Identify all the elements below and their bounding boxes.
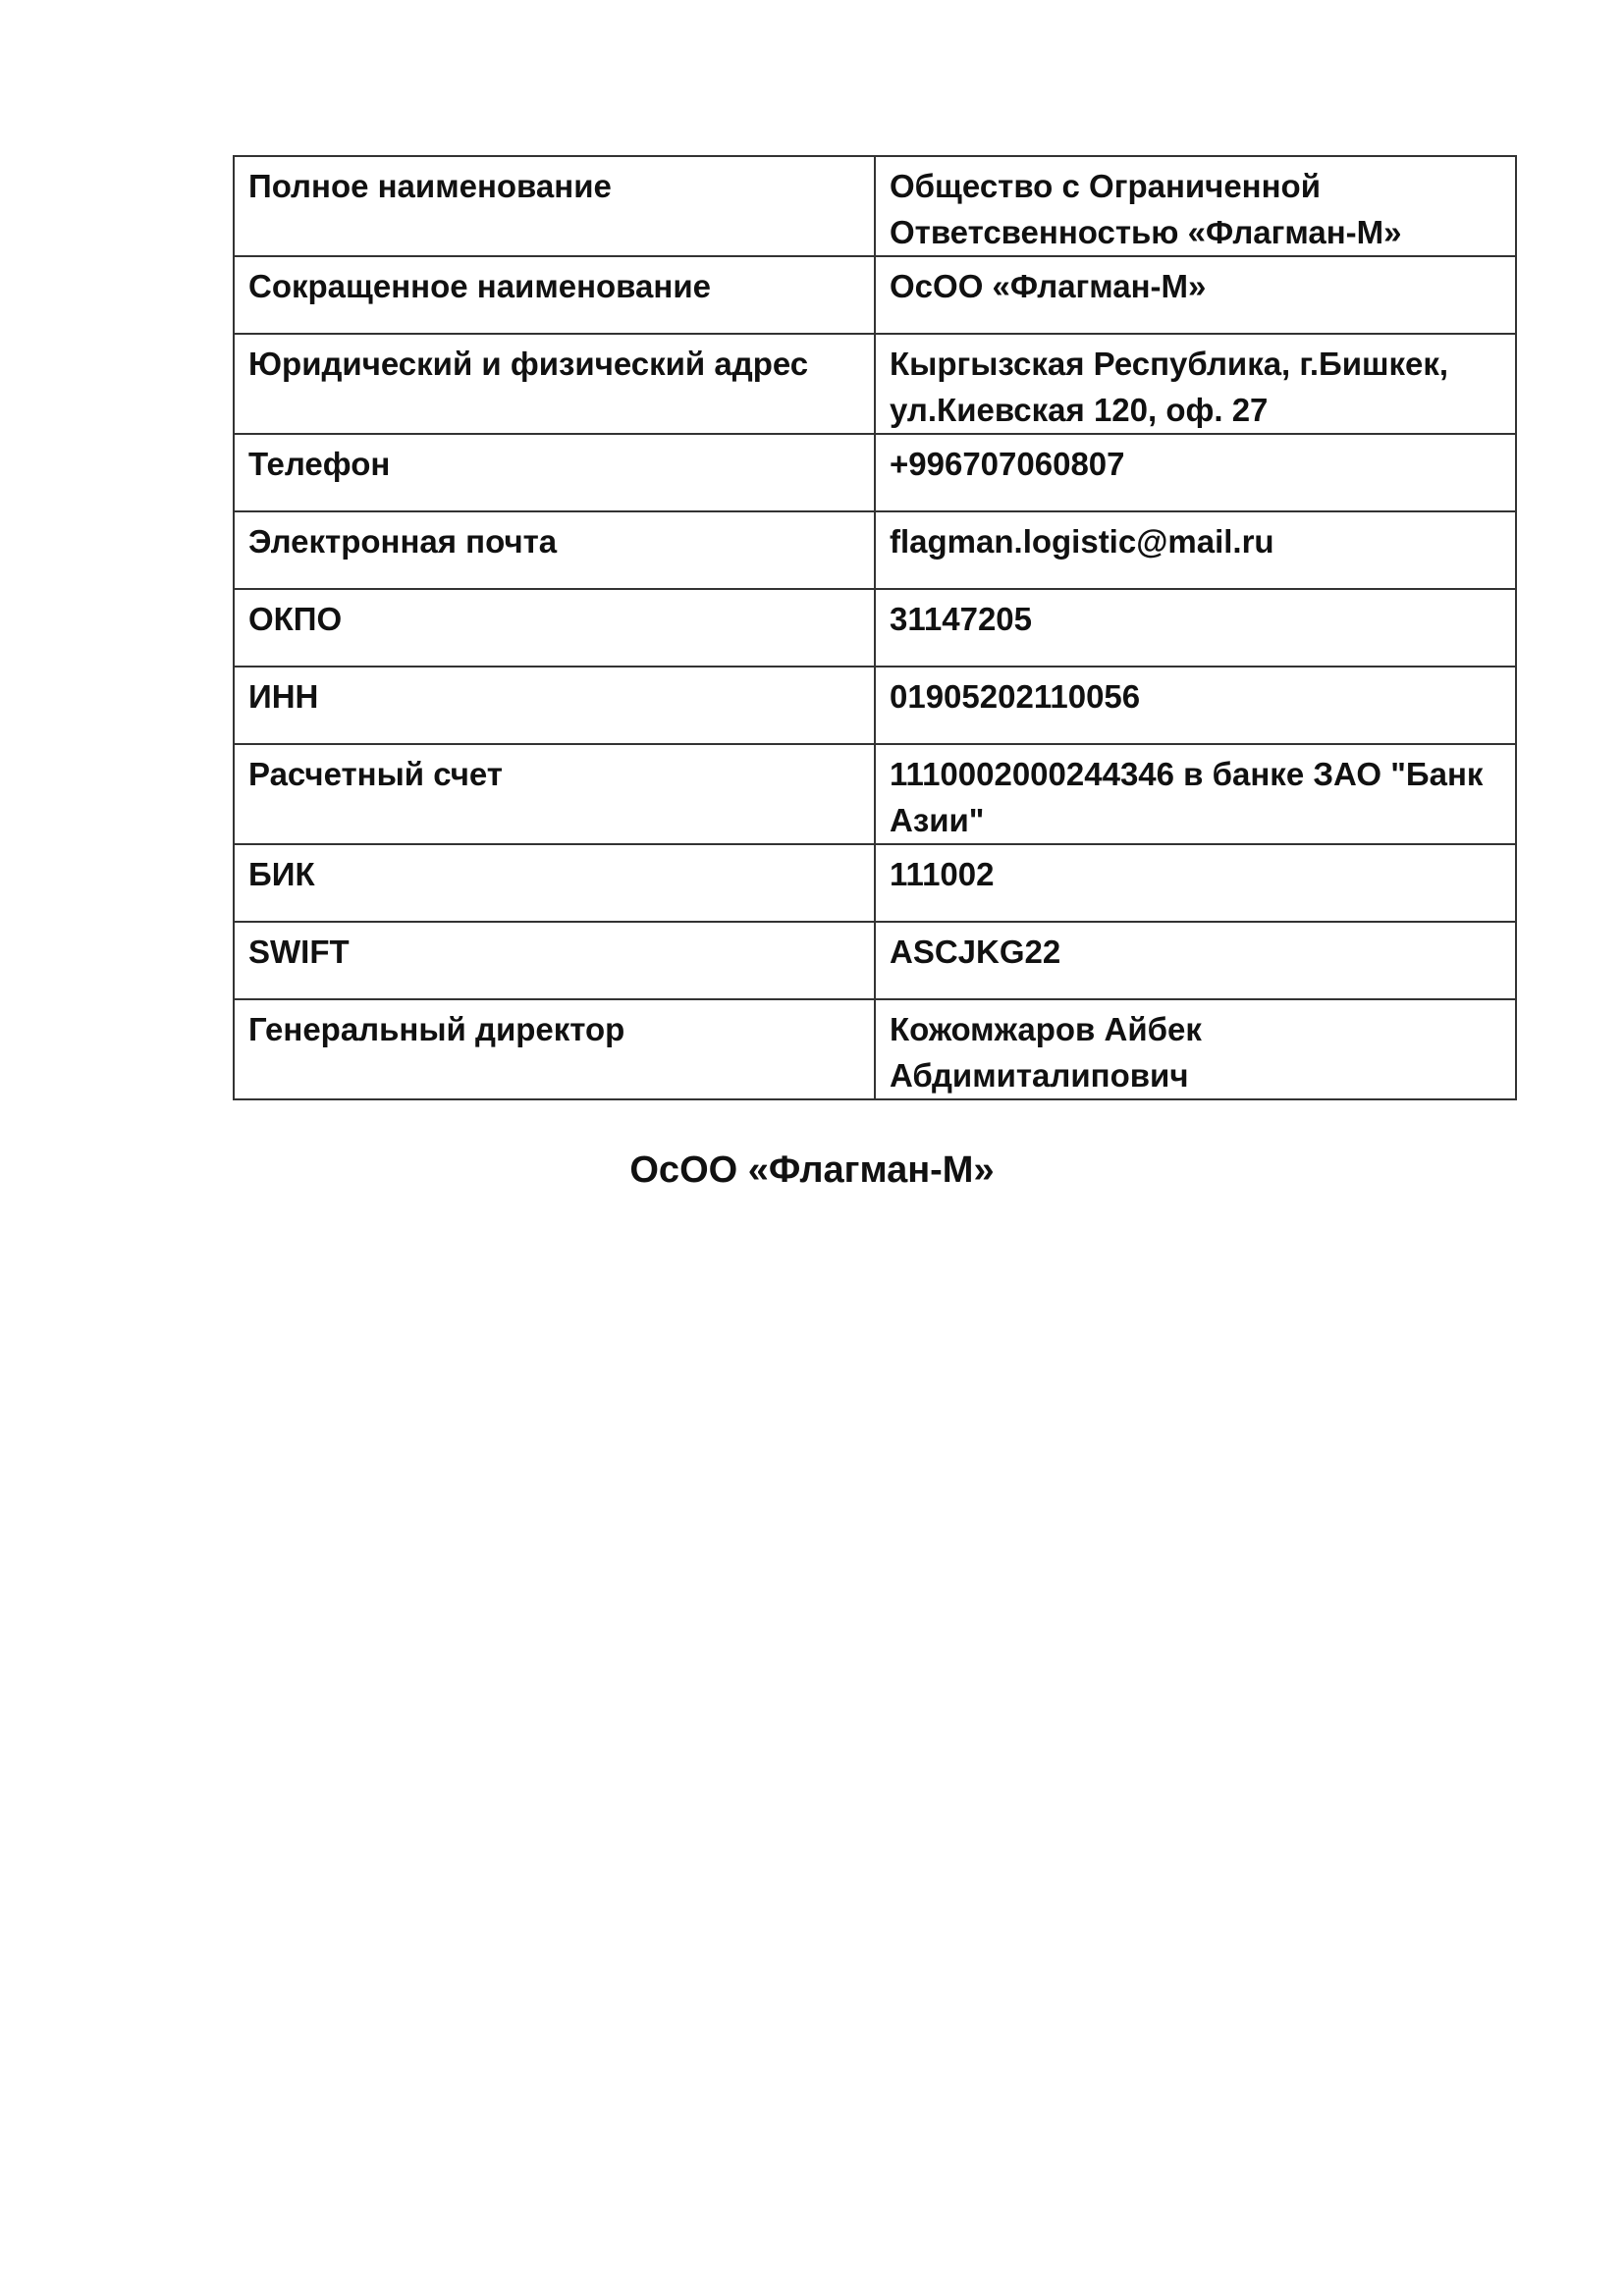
value-inn: 01905202110056 [875, 667, 1516, 744]
footer-company-name: ОсОО «Флагман-М» [629, 1149, 995, 1191]
table-row-phone [234, 434, 1516, 511]
label-bank-account: Расчетный счет [234, 744, 875, 844]
value-full-name: Общество с Ограниченной Ответсвенностью «Флагман-М» [875, 156, 1516, 256]
table-row-email [234, 511, 1516, 589]
value-phone: +996707060807 [875, 434, 1516, 511]
table-row-address [234, 334, 1516, 434]
table-row-director [234, 999, 1516, 1099]
value-email: flagman.logistic@mail.ru [875, 511, 1516, 589]
label-bik: БИК [234, 844, 875, 922]
table-row-inn [234, 667, 1516, 744]
label-email: Электронная почта [234, 511, 875, 589]
table-row-okpo [234, 589, 1516, 667]
table-row-bik [234, 844, 1516, 922]
label-director: Генеральный директор [234, 999, 875, 1099]
table-row-swift [234, 922, 1516, 999]
label-short-name: Сокращенное наименование [234, 256, 875, 334]
value-director: Кожомжаров Айбек Абдимиталипович [875, 999, 1516, 1099]
table-row-bank-account [234, 744, 1516, 844]
label-okpo: ОКПО [234, 589, 875, 667]
value-address: Кыргызская Республика, г.Бишкек, ул.Киевская 120, оф. 27 [875, 334, 1516, 434]
label-full-name: Полное наименование [234, 156, 875, 256]
value-swift: ASCJKG22 [875, 922, 1516, 999]
label-swift: SWIFT [234, 922, 875, 999]
table-row-short-name [234, 256, 1516, 334]
label-address: Юридический и физический адрес [234, 334, 875, 434]
value-okpo: 31147205 [875, 589, 1516, 667]
table-row-full-name [234, 156, 1516, 256]
label-inn: ИНН [234, 667, 875, 744]
value-bank-account: 1110002000244346 в банке ЗАО "Банк Азии" [875, 744, 1516, 844]
value-bik: 111002 [875, 844, 1516, 922]
label-phone: Телефон [234, 434, 875, 511]
value-short-name: ОсОО «Флагман-М» [875, 256, 1516, 334]
company-requisites-table [233, 155, 1517, 1100]
